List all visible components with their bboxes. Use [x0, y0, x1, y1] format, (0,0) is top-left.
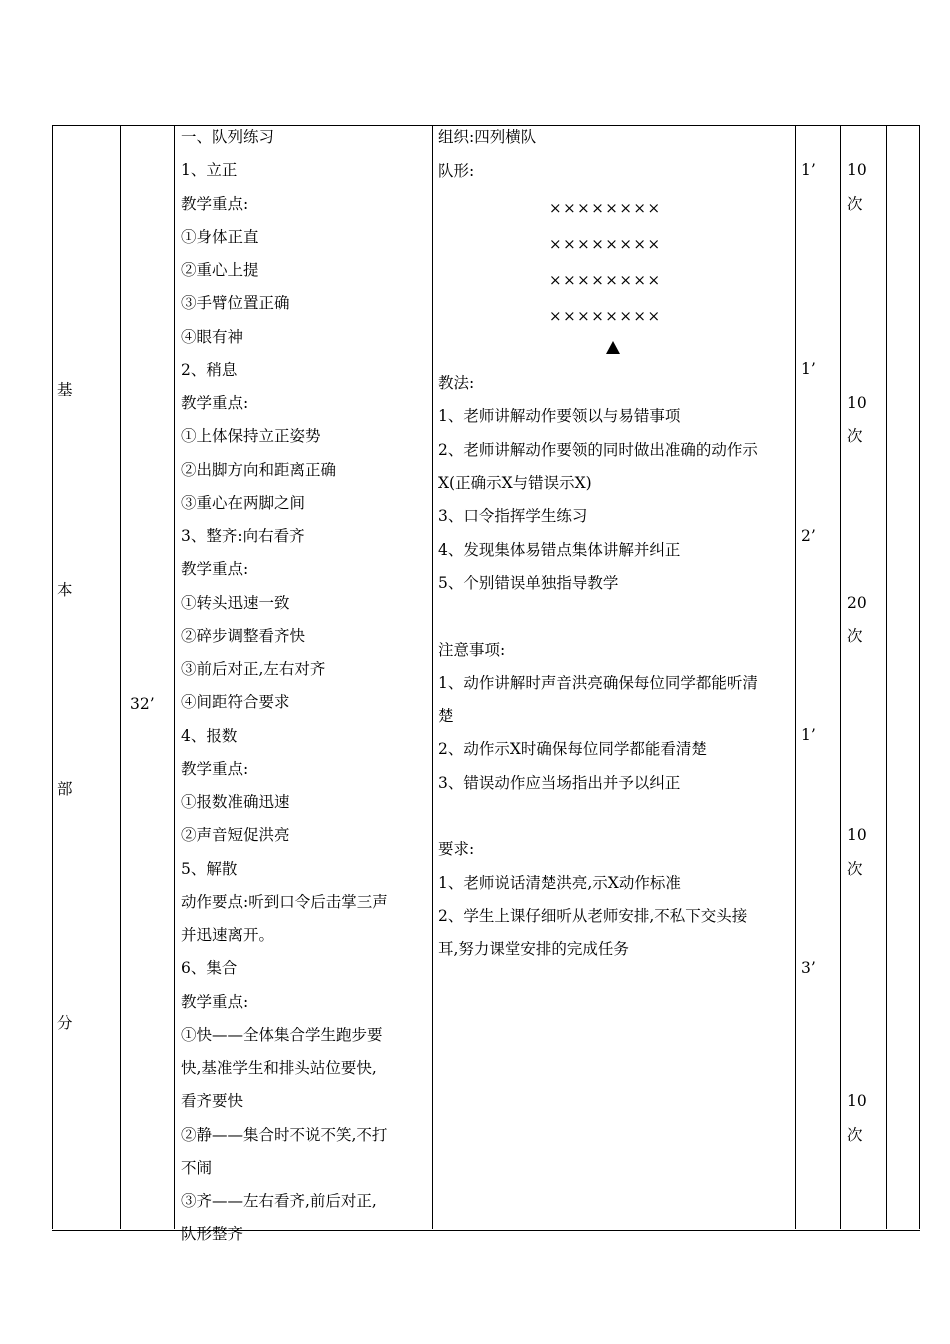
requirements-title: 要求:: [438, 840, 475, 858]
content-line: ①报数准确迅速: [181, 793, 290, 811]
formation-row: ××××××××: [549, 271, 662, 289]
content-line: 快,基准学生和排头站位要快,: [181, 1059, 377, 1077]
total-time: 32’: [130, 695, 155, 713]
section-char: 本: [57, 581, 73, 599]
content-line: 队形整齐: [181, 1225, 244, 1243]
column-divider: [120, 125, 121, 1229]
column-divider: [795, 125, 796, 1229]
content-line: ①上体保持立正姿势: [181, 427, 321, 445]
count-unit: 次: [847, 195, 863, 213]
count-unit: 次: [847, 627, 863, 645]
content-line: ②碎步调整看齐快: [181, 627, 306, 645]
content-line: ③手臂位置正确: [181, 294, 290, 312]
formation-row: ××××××××: [549, 199, 662, 217]
section-char: 部: [57, 780, 73, 798]
requirements-line: 2、学生上课仔细听从老师安排,不私下交头接: [438, 907, 748, 925]
content-line: 5、解散: [181, 860, 238, 878]
organization-title: 组织:四列横队: [438, 128, 537, 146]
content-line: 2、稍息: [181, 361, 238, 379]
count-number: 10: [847, 1092, 867, 1110]
content-line: 并迅速离开。: [181, 926, 275, 944]
table-border-right: [919, 125, 920, 1229]
count-number: 10: [847, 394, 867, 412]
count-number: 20: [847, 594, 867, 612]
count-number: 10: [847, 161, 867, 179]
section-char: 基: [57, 381, 73, 399]
table-border-left: [52, 125, 53, 1229]
method-line: 2、老师讲解动作要领的同时做出准确的动作示: [438, 441, 758, 459]
content-line: ③齐——左右看齐,前后对正,: [181, 1192, 377, 1210]
content-line: 教学重点:: [181, 760, 249, 778]
content-line: 教学重点:: [181, 993, 249, 1011]
section-char: 分: [57, 1014, 73, 1032]
content-line: 一、队列练习: [181, 128, 275, 146]
formation-label: 队形:: [438, 162, 475, 180]
column-divider: [840, 125, 841, 1229]
count-number: 10: [847, 826, 867, 844]
formation-row: ××××××××: [549, 307, 662, 325]
method-line: 4、发现集体易错点集体讲解并纠正: [438, 541, 681, 559]
content-line: 不闹: [181, 1159, 213, 1177]
time-value: 1’: [801, 161, 816, 179]
notes-title: 注意事项:: [438, 641, 506, 659]
notes-line: 1、动作讲解时声音洪亮确保每位同学都能听清: [438, 674, 758, 692]
time-value: 1’: [801, 726, 816, 744]
time-value: 2’: [801, 527, 816, 545]
formation-row: ××××××××: [549, 235, 662, 253]
content-line: 动作要点:听到口令后击掌三声: [181, 893, 388, 911]
column-divider: [174, 125, 175, 1229]
content-line: 3、整齐:向右看齐: [181, 527, 305, 545]
notes-line: 3、错误动作应当场指出并予以纠正: [438, 774, 681, 792]
content-line: 教学重点:: [181, 560, 249, 578]
teacher-position-icon: [606, 341, 620, 354]
content-line: 1、立正: [181, 161, 238, 179]
content-line: 教学重点:: [181, 195, 249, 213]
content-line: ④间距符合要求: [181, 693, 290, 711]
content-line: ②重心上提: [181, 261, 259, 279]
method-title: 教法:: [438, 374, 475, 392]
content-line: 4、报数: [181, 727, 238, 745]
content-line: ③重心在两脚之间: [181, 494, 306, 512]
method-line: X(正确示X与错误示X): [438, 474, 592, 492]
column-divider: [886, 125, 887, 1229]
notes-line: 楚: [438, 707, 454, 725]
count-unit: 次: [847, 1126, 863, 1144]
time-value: 1’: [801, 360, 816, 378]
requirements-line: 耳,努力课堂安排的完成任务: [438, 940, 629, 958]
method-line: 3、口令指挥学生练习: [438, 507, 588, 525]
content-line: ①快——全体集合学生跑步要: [181, 1026, 383, 1044]
notes-line: 2、动作示X时确保每位同学都能看清楚: [438, 740, 707, 758]
content-line: ①转头迅速一致: [181, 594, 290, 612]
content-line: ②静——集合时不说不笑,不打: [181, 1126, 388, 1144]
content-line: ③前后对正,左右对齐: [181, 660, 326, 678]
content-line: ①身体正直: [181, 228, 259, 246]
method-line: 1、老师讲解动作要领以与易错事项: [438, 407, 681, 425]
content-line: 6、集合: [181, 959, 238, 977]
content-line: ②声音短促洪亮: [181, 826, 290, 844]
time-value: 3’: [801, 959, 816, 977]
content-line: 教学重点:: [181, 394, 249, 412]
content-line: ④眼有神: [181, 328, 244, 346]
content-line: ②出脚方向和距离正确: [181, 461, 337, 479]
requirements-line: 1、老师说话清楚洪亮,示X动作标准: [438, 874, 681, 892]
count-unit: 次: [847, 427, 863, 445]
column-divider: [432, 125, 433, 1229]
method-line: 5、个别错误单独指导教学: [438, 574, 619, 592]
count-unit: 次: [847, 860, 863, 878]
content-line: 看齐要快: [181, 1092, 244, 1110]
